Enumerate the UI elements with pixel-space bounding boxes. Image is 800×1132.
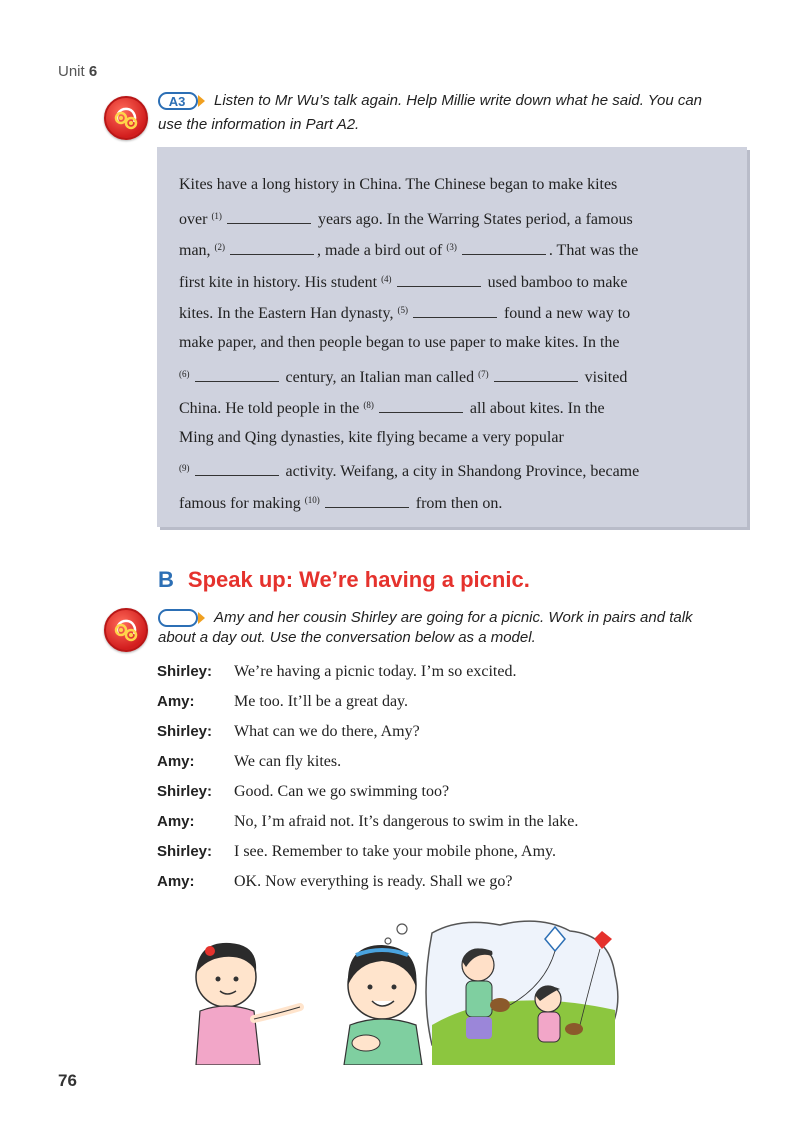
passage-text-segment: century, an Italian man called xyxy=(281,368,479,386)
passage-line xyxy=(179,359,729,391)
dialogue-line: No, I’m afraid not. It’s dangerous to swim in the lake. xyxy=(234,813,579,830)
answer-blank[interactable] xyxy=(325,493,409,508)
passage-text-segment: . That was the xyxy=(548,242,639,260)
dialogue-line: We can fly kites. xyxy=(234,753,342,770)
passage-line xyxy=(179,422,729,454)
blank-number: (2) xyxy=(214,242,226,253)
page-number: 76 xyxy=(58,1071,77,1090)
passage-line xyxy=(179,485,729,517)
blank-number: (10) xyxy=(304,494,320,505)
passage-box xyxy=(157,147,747,527)
dialogue-line: We’re having a picnic today. I’m so excited. xyxy=(234,663,517,680)
speaker: Amy: xyxy=(157,693,195,710)
passage-text-segment: make paper, and then people began to use paper to make kites. In the xyxy=(179,333,620,351)
passage-text-segment: famous for making xyxy=(179,494,305,512)
dialogue-line: Me too. It’ll be a great day. xyxy=(234,693,409,710)
b-instruction-line1: Amy and her cousin Shirley are going for a picnic. Work in pairs and talk xyxy=(214,609,693,626)
blank-number: (6) xyxy=(179,368,190,379)
passage-text-segment: over xyxy=(179,210,212,228)
passage-line xyxy=(179,453,729,485)
dialogue-row xyxy=(157,719,757,749)
answer-blank[interactable] xyxy=(413,303,497,318)
play-icon xyxy=(198,612,205,624)
section-title: Speak up: We’re having a picnic. xyxy=(187,567,530,592)
dialogue-row xyxy=(157,779,757,809)
unit-number: 6 xyxy=(88,63,98,80)
passage-line xyxy=(179,327,729,359)
track-badge-b[interactable] xyxy=(158,609,206,627)
passage-text-segment: visited xyxy=(580,368,628,386)
speaker: Shirley: xyxy=(157,843,213,860)
headphones-icon xyxy=(104,96,148,140)
dialogue-row xyxy=(157,659,757,689)
blank-number: (3) xyxy=(446,242,457,253)
passage-text-segment: years ago. In the Warring States period, a famous xyxy=(313,210,633,228)
passage-line xyxy=(179,264,729,296)
passage-text-segment: from then on. xyxy=(411,494,503,512)
blank-number: (1) xyxy=(211,210,222,221)
answer-blank[interactable] xyxy=(379,398,463,413)
blank-number: (4) xyxy=(381,273,392,284)
speaker: Amy: xyxy=(157,753,195,770)
b-instruction-line2: about a day out. Use the conversation below as a model. xyxy=(158,629,536,646)
speaker: Amy: xyxy=(157,873,195,890)
talk-icon xyxy=(104,608,148,652)
section-b-heading xyxy=(158,567,530,593)
picnic-illustration xyxy=(170,915,630,1065)
dialogue-line: Good. Can we go swimming too? xyxy=(234,783,450,800)
blank-number: (5) xyxy=(397,305,408,316)
answer-blank[interactable] xyxy=(195,367,279,382)
passage-text-segment: Kites have a long history in China. The Chinese began to make kites xyxy=(179,176,618,193)
dialogue-row xyxy=(157,809,757,839)
dialogue-row xyxy=(157,749,757,779)
passage-text-segment: found a new way to xyxy=(499,305,631,323)
a3-instruction-line2: use the information in Part A2. xyxy=(158,116,360,133)
passage-line xyxy=(179,201,729,233)
blank-number: (7) xyxy=(478,368,489,379)
track-badge-label: A3 xyxy=(168,94,186,109)
passage-line xyxy=(179,295,729,327)
passage-text-segment: kites. In the Eastern Han dynasty, xyxy=(179,305,398,323)
dialogue-row xyxy=(157,689,757,719)
play-icon xyxy=(198,95,205,107)
unit-header xyxy=(58,63,97,80)
answer-blank[interactable] xyxy=(227,209,311,224)
blank-number: (9) xyxy=(179,463,190,474)
passage-text-segment: used bamboo to make xyxy=(483,273,628,291)
track-badge-a3[interactable] xyxy=(158,92,206,110)
dialogue-row xyxy=(157,869,757,899)
passage-text-segment: Ming and Qing dynasties, kite flying became a very popular xyxy=(179,428,564,446)
passage-line xyxy=(179,232,729,264)
answer-blank[interactable] xyxy=(397,272,481,287)
dialogue-line: I see. Remember to take your mobile phone, Amy. xyxy=(234,843,556,860)
passage-text-segment: first kite in history. His student xyxy=(179,273,382,291)
answer-blank[interactable] xyxy=(195,461,279,476)
passage-text-segment: all about kites. In the xyxy=(465,400,605,418)
speaker: Shirley: xyxy=(157,723,213,740)
section-letter: B xyxy=(158,567,174,592)
dialogue xyxy=(157,659,757,899)
speaker: Shirley: xyxy=(157,663,213,680)
a3-instruction-line1: Listen to Mr Wu’s talk again. Help Millie write down what he said. You can xyxy=(214,92,703,109)
answer-blank[interactable] xyxy=(230,240,314,255)
passage-text-segment: China. He told people in the xyxy=(179,400,364,418)
dialogue-line: OK. Now everything is ready. Shall we go? xyxy=(234,873,513,890)
blank-number: (8) xyxy=(363,400,374,411)
dialogue-row xyxy=(157,839,757,869)
passage-text-segment: , made a bird out of xyxy=(317,242,447,260)
unit-label: Unit xyxy=(58,63,85,80)
passage-text-segment: man, xyxy=(179,242,215,260)
answer-blank[interactable] xyxy=(462,240,546,255)
passage-line xyxy=(179,169,729,201)
passage-text-segment: activity. Weifang, a city in Shandong Province, became xyxy=(281,463,640,481)
answer-blank[interactable] xyxy=(494,367,578,382)
passage-text xyxy=(179,169,729,517)
dialogue-line: What can we do there, Amy? xyxy=(234,723,420,740)
speaker: Shirley: xyxy=(157,783,213,800)
speaker: Amy: xyxy=(157,813,195,830)
passage-line xyxy=(179,390,729,422)
